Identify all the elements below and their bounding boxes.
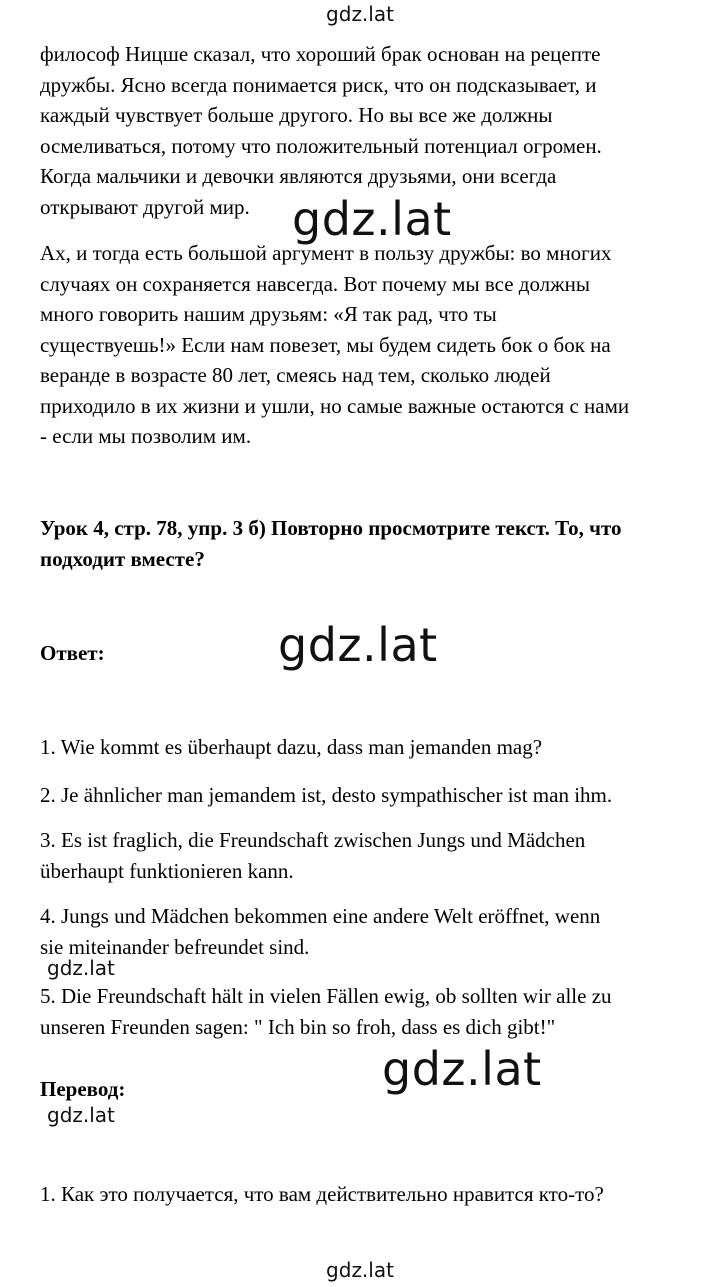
text-line: осмеливаться, потому что положительный потенциал огромен. — [40, 133, 602, 158]
answer-item-5 — [40, 981, 700, 1042]
answer-item-3 — [40, 825, 700, 886]
answer-line: 3. Es ist fraglich, die Freundschaft zwischen Jungs und Mädchen — [40, 828, 586, 852]
watermark-small-2: gdz.lat — [47, 1103, 115, 1127]
text-line: приходило в их жизни и ушли, но самые важные остаются с нами — [40, 393, 630, 418]
text-line: случаях он сохраняется навсегда. Вот почему мы все должны — [40, 271, 591, 296]
text-line: Когда мальчики и девочки являются друзьями, они всегда — [40, 164, 557, 188]
text-line: философ Ницше сказал, что хороший брак основан на рецепте — [40, 42, 601, 66]
translation-label: Перевод: — [40, 1077, 126, 1101]
text-line: существуешь!» Если нам повезет, мы будем сидеть бок о бок на — [40, 332, 611, 357]
answer-line: 5. Die Freundschaft hält in vielen Fällen ewig, ob sollten wir alle zu — [40, 984, 612, 1008]
watermark-top: gdz.lat — [326, 2, 394, 26]
text-line: каждый чувствует больше другого. Но вы все же должны — [40, 103, 553, 127]
watermark-large-1: gdz.lat — [292, 192, 452, 246]
text-line: веранде в возрасте 80 лет, смеясь над тем, сколько людей — [40, 363, 551, 387]
task-heading-line: Урок 4, стр. 78, упр. 3 б) Повторно просмотрите текст. То, что — [40, 516, 622, 540]
watermark-large-3: gdz.lat — [382, 1042, 542, 1096]
watermark-large-2: gdz.lat — [278, 618, 438, 672]
text-line: много говорить нашим друзьям: «Я так рад, что ты — [40, 302, 497, 326]
answer-item-1 — [40, 732, 700, 763]
answer-item-4 — [40, 901, 700, 962]
answer-line: 2. Je ähnlicher man jemandem ist, desto sympathischer ist man ihm. — [40, 783, 613, 807]
answer-line: 1. Wie kommt es überhaupt dazu, dass man jemanden mag? — [40, 735, 543, 759]
answer-line: sie miteinander befreundet sind. — [40, 934, 310, 959]
intro-paragraph-2 — [40, 238, 700, 452]
text-line: - если мы позволим им. — [40, 424, 252, 448]
text-line: дружбы. Ясно всегда понимается риск, что он подсказывает, и — [40, 72, 597, 97]
answer-line: überhaupt funktionieren kann. — [40, 858, 294, 883]
watermark-bottom: gdz.lat — [326, 1258, 394, 1282]
answer-item-2 — [40, 780, 700, 811]
task-heading-line: подходит вместе? — [40, 547, 205, 571]
answer-line: unseren Freunden sagen: " Ich bin so froh, dass es dich gibt!" — [40, 1014, 556, 1039]
task-heading — [40, 513, 700, 575]
text-line: Ах, и тогда есть большой аргумент в пользу дружбы: во многих — [40, 241, 612, 265]
answer-label: Ответ: — [40, 641, 105, 665]
answer-line: 4. Jungs und Mädchen bekommen eine andere Welt eröffnet, wenn — [40, 904, 601, 928]
translation-line: 1. Как это получается, что вам действительно нравится кто-то? — [40, 1182, 604, 1206]
watermark-small-1: gdz.lat — [47, 956, 115, 980]
translation-item-1 — [40, 1179, 700, 1210]
text-line: открывают другой мир. — [40, 194, 250, 219]
